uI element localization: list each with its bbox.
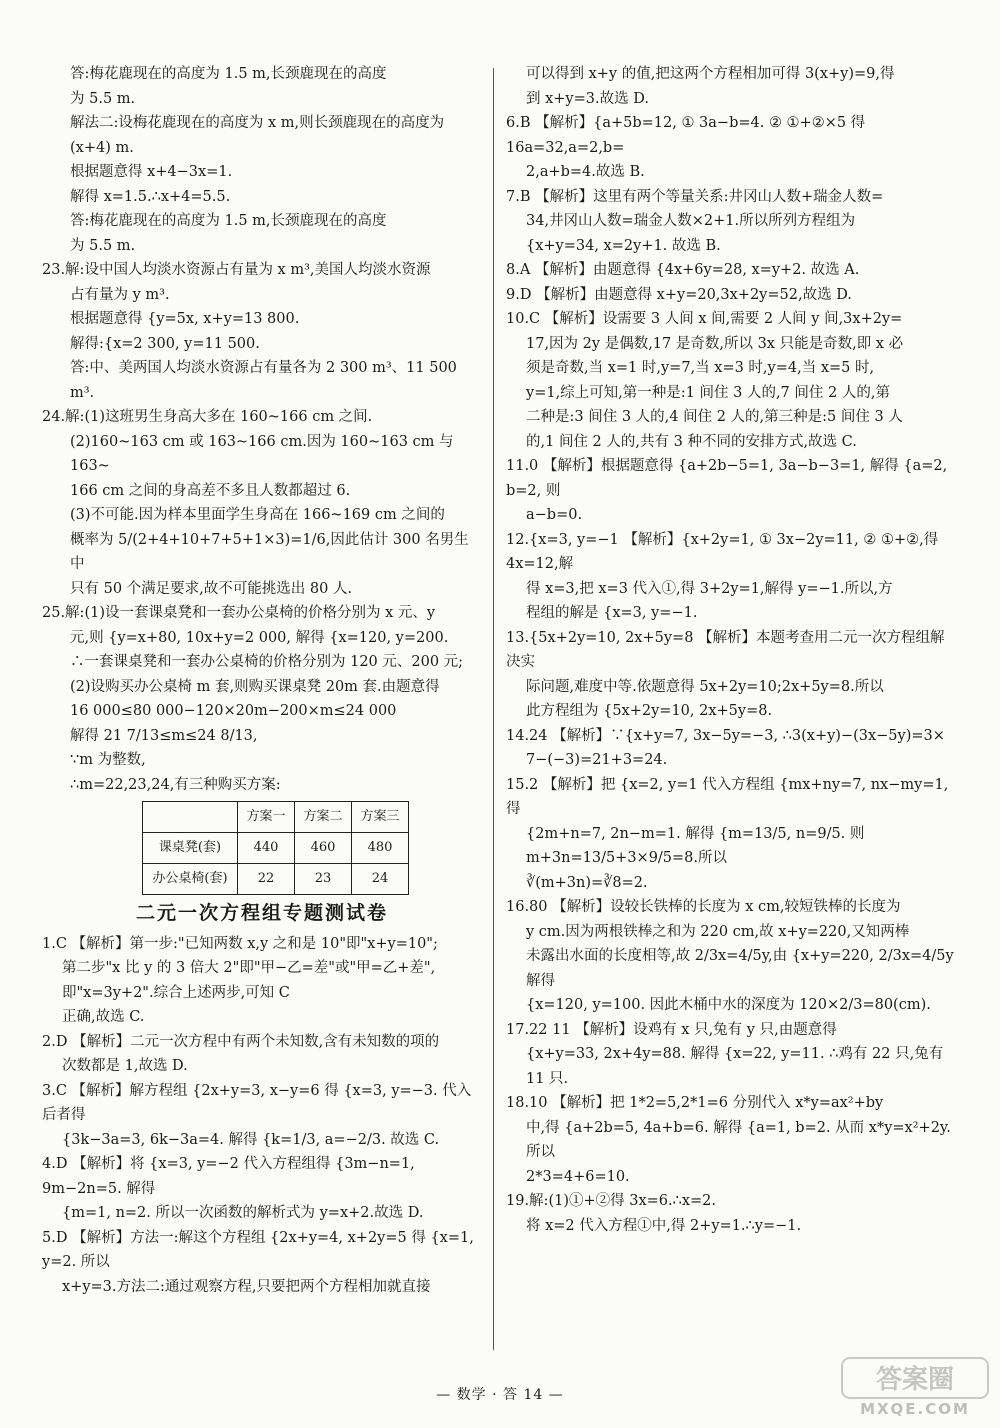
text-line: 12.{x=3, y=−1 【解析】{x+2y=1, ① 3x−2y=11, ② ①+②,得 4x=12,解 — [506, 531, 943, 572]
text-line: 7.B 【解析】这里有两个等量关系:井冈山人数+瑞金人数= — [506, 188, 884, 205]
text-line: 5.D 【解析】方法一:解这个方程组 {2x+y=4, x+2y=5 得 {x=1, y=2. 所以 — [42, 1229, 479, 1270]
text-line: {x+y=34, x=2y+1. 故选 B. — [526, 237, 721, 254]
table-cell: 课桌凳(套) — [143, 833, 238, 864]
right-answers — [506, 62, 959, 1238]
table-cell: 22 — [238, 864, 295, 895]
text-line: 可以得到 x+y 的值,把这两个方程相加可得 3(x+y)=9,得 — [526, 66, 895, 82]
text-line: {m=1, n=2. 所以一次函数的解析式为 y=x+2.故选 D. — [62, 1205, 424, 1221]
text-line: {x=120, y=100. 因此木桶中水的深度为 120×2/3=80(cm). — [526, 997, 931, 1013]
text-line: 元,则 {y=x+80, 10x+y=2 000, 解得 {x=120, y=200. — [70, 629, 449, 646]
text-line: 此方程组为 {5x+2y=10, 2x+5y=8. — [526, 703, 773, 719]
text-line: 24.解:(1)这班男生身高大多在 160~166 cm 之间. — [42, 409, 373, 425]
text-line: 为 5.5 m. — [70, 90, 136, 107]
text-line: a−b=0. — [526, 507, 583, 523]
text-line: 中,得 {a+2b=5, 4a+b=6. 解得 {a=1, b=2. 从而 x*y=x²+2y.所以 — [526, 1119, 951, 1160]
table-cell: 480 — [352, 833, 409, 864]
svg-text:MXQE.COM: MXQE.COM — [860, 1400, 970, 1418]
text-line: 16.80 【解析】设较长铁棒的长度为 x cm,较短铁棒的长度为 — [506, 899, 901, 915]
text-line: 得 x=3,把 x=3 代入①,得 3+2y=1,解得 y=−1.所以,方 — [526, 580, 893, 597]
text-line: {2m+n=7, 2n−m=1. 解得 {m=13/5, n=9/5. 则 m+3n=13/5+3×9/5=8.所以 — [526, 825, 870, 866]
text-line: 次数都是 1,故选 D. — [62, 1058, 188, 1074]
text-line: 4.D 【解析】将 {x=3, y=−2 代入方程组得 {3m−n=1, 9m−2n=5. 解得 — [42, 1156, 420, 1197]
text-line: 将 x=2 代入方程①中,得 2+y=1.∴y=−1. — [526, 1217, 802, 1234]
text-line: 程组的解是 {x=3, y=−1. — [526, 605, 698, 621]
svg-text:答案圈: 答案圈 — [875, 1365, 955, 1395]
table-cell: 办公桌椅(套) — [143, 864, 238, 895]
text-line: 17,因为 2y 是偶数,17 是奇数,所以 3x 只能是奇数,即 x 必 — [526, 335, 904, 352]
text-line: 解得 x=1.5.∴x+4=5.5. — [70, 188, 231, 205]
text-line: 须是奇数,当 x=1 时,y=7,当 x=3 时,y=4,当 x=5 时, — [526, 360, 875, 376]
table-header-cell: 方案一 — [238, 802, 295, 833]
text-line: {3k−3a=3, 6k−3a=4. 解得 {k=1/3, a=−2/3. 故选 C. — [62, 1131, 440, 1148]
text-line: 16 000≤80 000−120×20m−200×m≤24 000 — [70, 703, 397, 719]
table-cell: 23 — [295, 864, 352, 895]
text-line: 18.10 【解析】把 1*2=5,2*1=6 分别代入 x*y=ax²+by — [506, 1095, 884, 1111]
text-line: 1.C 【解析】第一步:"已知两数 x,y 之和是 10"即"x+y=10"; — [42, 935, 438, 952]
section-title: 二元一次方程组专题测试卷 — [135, 902, 388, 924]
text-line: 23.解:设中国人均淡水资源占有量为 x m³,美国人均淡水资源 — [42, 262, 431, 278]
text-line: (2)160~163 cm 或 163~166 cm.因为 160~163 cm 与163~ — [70, 433, 454, 474]
text-line: x+y=3.方法二:通过观察方程,只要把两个方程相加就直接 — [62, 1278, 431, 1295]
text-line: 解得 21 7/13≤m≤24 8/13, — [70, 727, 258, 744]
text-line: (x+4) m. — [70, 139, 134, 156]
text-line: ∴m=22,23,24,有三种购买方案: — [70, 776, 281, 793]
table-row — [143, 864, 409, 895]
text-line: 19.解:(1)①+②得 3x=6.∴x=2. — [506, 1193, 717, 1209]
text-line: 际问题,难度中等.依题意得 5x+2y=10;2x+5y=8.所以 — [526, 678, 884, 695]
text-line: 的,1 间住 2 人的,共有 3 种不同的安排方式,故选 C. — [526, 433, 857, 450]
text-line: 解法二:设梅花鹿现在的高度为 x m,则长颈鹿现在的高度为 — [70, 115, 445, 131]
left-answers-part-1 — [42, 62, 482, 797]
text-line: (3)不可能.因为样本里面学生身高在 166~169 cm 之间的 — [70, 507, 445, 523]
page-footer: — 数学 · 答 14 — — [436, 1387, 564, 1403]
text-line: 占有量为 y m³. — [70, 286, 170, 303]
text-line: 答:梅花鹿现在的高度为 1.5 m,长颈鹿现在的高度 — [70, 66, 387, 82]
text-line: 11.0 【解析】根据题意得 {a+2b−5=1, 3a−b−3=1, 解得 {a=2, b=2, 则 — [506, 458, 952, 499]
text-line: (2)设购买办公桌椅 m 套,则购买课桌凳 20m 套.由题意得 — [70, 678, 440, 695]
text-line: 正确,故选 C. — [62, 1009, 145, 1025]
table-header-row — [143, 802, 409, 833]
text-line: 第二步"x 比 y 的 3 倍大 2"即"甲−乙=差"或"甲=乙+差",即"x=3y+2".综合上述两步,可知 C — [62, 960, 436, 1001]
text-line: 14.24 【解析】∵{x+y=7, 3x−5y=−3, ∴3(x+y)−(3x−5y)=3× — [506, 727, 945, 744]
text-line: y cm.因为两根铁棒之和为 220 cm,故 x+y=220,又知两棒 — [526, 923, 910, 940]
text-line: 15.2 【解析】把 {x=2, y=1 代入方程组 {mx+ny=7, nx−my=1, 得 — [506, 776, 953, 817]
table-cell: 24 — [352, 864, 409, 895]
left-column — [42, 62, 482, 1299]
text-line: 8.A 【解析】由题意得 {4x+6y=28, x=y+2. 故选 A. — [506, 262, 860, 278]
text-line: 未露出水面的长度相等,故 2/3x=4/5y,由 {x+y=220, 2/3x=4/5y 解得 — [526, 948, 959, 989]
text-line: 10.C 【解析】设需要 3 人间 x 间,需要 2 人间 y 间,3x+2y= — [506, 311, 903, 327]
text-line: 2,a+b=4.故选 B. — [526, 164, 645, 180]
text-line: 解得:{x=2 300, y=11 500. — [70, 335, 260, 352]
watermark-logo — [840, 1356, 990, 1418]
text-line: 9.D 【解析】由题意得 x+y=20,3x+2y=52,故选 D. — [506, 286, 852, 303]
text-line: 根据题意得 {y=5x, x+y=13 800. — [70, 311, 300, 327]
table-cell: 460 — [295, 833, 352, 864]
text-line: 2.D 【解析】二元一次方程中有两个未知数,含有未知数的项的 — [42, 1033, 440, 1050]
text-line: y=1,综上可知,第一种是:1 间住 3 人的,7 间住 2 人的,第 — [526, 384, 890, 401]
text-line: 3.C 【解析】解方程组 {2x+y=3, x−y=6 得 {x=3, y=−3. 代入后者得 — [42, 1082, 472, 1123]
text-line: 25.解:(1)设一套课桌凳和一套办公桌椅的价格分别为 x 元、y — [42, 605, 436, 621]
purchase-plan-table — [142, 801, 409, 895]
text-line: 根据题意得 x+4−3x=1. — [70, 164, 233, 180]
table-header-cell: 方案三 — [352, 802, 409, 833]
text-line: 概率为 5/(2+4+10+7+5+1×3)=1/6,因此估计 300 名男生中 — [70, 531, 469, 572]
text-line: 34,井冈山人数=瑞金人数×2+1.所以所列方程组为 — [526, 213, 856, 229]
text-line: 6.B 【解析】{a+5b=12, ① 3a−b=4. ② ①+②×5 得 16a=32,a=2,b= — [506, 115, 870, 156]
text-line: 答:梅花鹿现在的高度为 1.5 m,长颈鹿现在的高度 — [70, 213, 387, 229]
text-line: ∛(m+3n)=∛8=2. — [526, 874, 648, 891]
table-header-cell: 方案二 — [295, 802, 352, 833]
text-line: ∵m 为整数, — [70, 752, 146, 768]
right-column — [506, 62, 959, 1238]
text-line: 二种是:3 间住 3 人的,4 间住 2 人的,第三种是:5 间住 3 人 — [526, 409, 903, 425]
table-header-cell — [143, 802, 238, 833]
text-line: 为 5.5 m. — [70, 237, 136, 254]
text-line: 7−(−3)=21+3=24. — [526, 752, 668, 768]
text-line: 13.{5x+2y=10, 2x+5y=8 【解析】本题考查用二元一次方程组解决实 — [506, 629, 945, 670]
table-row — [143, 833, 409, 864]
text-line: ∴一套课桌凳和一套办公桌椅的价格分别为 120 元、200 元; — [70, 654, 464, 670]
text-line: 只有 50 个满足要求,故不可能挑选出 80 人. — [70, 580, 353, 597]
text-line: 到 x+y=3.故选 D. — [526, 90, 649, 107]
text-line: 17.22 11 【解析】设鸡有 x 只,兔有 y 只,由题意得 — [506, 1021, 837, 1038]
text-line: 2*3=4+6=10. — [526, 1168, 630, 1185]
text-line: 166 cm 之间的身高差不多且人数都超过 6. — [70, 482, 351, 499]
column-divider — [493, 68, 494, 1350]
text-line: 答:中、美两国人均淡水资源占有量各为 2 300 m³、11 500 m³. — [70, 360, 462, 401]
text-line: {x+y=33, 2x+4y=88. 解得 {x=22, y=11. ∴鸡有 22 只,兔有 11 只. — [526, 1046, 948, 1087]
table-cell: 440 — [238, 833, 295, 864]
left-answers-part-2 — [42, 932, 482, 1300]
